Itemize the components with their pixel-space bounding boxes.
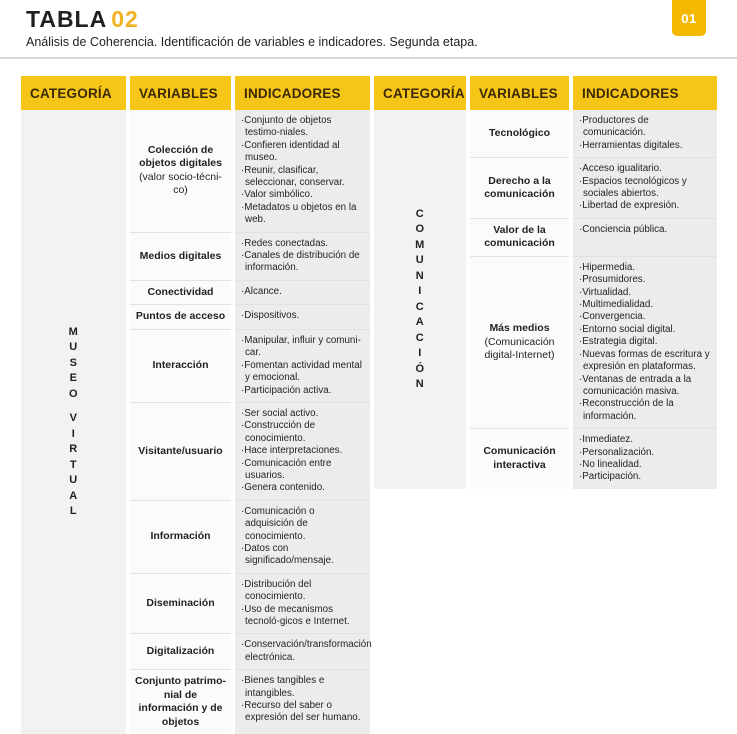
indicator-item: · Genera contenido. bbox=[241, 482, 365, 494]
title-block bbox=[26, 6, 139, 32]
indicator-item: · Valor simbólico. bbox=[241, 189, 365, 201]
indicator-item: · Espacios tecnológicos y sociales abiertos. bbox=[579, 176, 712, 201]
table-row bbox=[130, 633, 370, 669]
column-header-indicadores: INDICADORES bbox=[235, 76, 370, 110]
table-header-row bbox=[21, 76, 370, 110]
table-row bbox=[130, 110, 370, 232]
variable-indicator-rows bbox=[130, 110, 370, 734]
indicator-item: · Entorno social digital. bbox=[579, 324, 712, 336]
indicator-item: · Acceso igualitario. bbox=[579, 163, 712, 175]
indicator-item: · Distribución del conocimiento. bbox=[241, 579, 365, 604]
variable-cell: Colección de objetos digitales (valor socio-técni-co) bbox=[130, 110, 231, 232]
indicator-item: · Herramientas digitales. bbox=[579, 140, 712, 152]
table-row bbox=[130, 232, 370, 280]
indicator-cell bbox=[573, 218, 717, 256]
indicator-item: · Conservación/transformación electrónica. bbox=[241, 639, 365, 664]
indicator-cell bbox=[235, 280, 370, 305]
table-comunicacion bbox=[374, 76, 717, 489]
category-cell-comunicacion bbox=[374, 110, 466, 489]
indicator-cell bbox=[235, 304, 370, 329]
table-row bbox=[130, 329, 370, 402]
indicator-item: · Alcance. bbox=[241, 286, 365, 298]
indicator-item: · Hace interpretaciones. bbox=[241, 445, 365, 457]
indicator-item: · Bienes tangibles e intangibles. bbox=[241, 675, 365, 700]
table-row bbox=[470, 428, 717, 489]
indicator-cell bbox=[573, 110, 717, 157]
indicator-item: · Recurso del saber o expresión del ser humano. bbox=[241, 700, 365, 725]
variable-cell: Más medios (Comunicación digital-Internet) bbox=[470, 256, 569, 428]
indicator-item: · Conciencia pública. bbox=[579, 224, 712, 236]
variable-cell: Puntos de acceso bbox=[130, 304, 231, 329]
table-row bbox=[470, 157, 717, 218]
table-row bbox=[130, 280, 370, 305]
table-row bbox=[130, 402, 370, 500]
header-divider bbox=[0, 57, 737, 59]
variable-cell: Información bbox=[130, 500, 231, 573]
variable-cell: Medios digitales bbox=[130, 232, 231, 280]
column-header-variables: VARIABLES bbox=[470, 76, 569, 110]
indicator-item: · Manipular, influir y comuni-car. bbox=[241, 335, 365, 360]
indicator-item: · Nuevas formas de escritura y expresión en plataformas. bbox=[579, 349, 712, 374]
indicator-item: · Personalización. bbox=[579, 447, 712, 459]
indicator-cell bbox=[235, 329, 370, 402]
category-cell-museo-virtual bbox=[21, 110, 126, 734]
table-row bbox=[130, 304, 370, 329]
indicator-item: · Reunir, clasificar, seleccionar, conservar. bbox=[241, 165, 365, 190]
variable-cell: Visitante/usuario bbox=[130, 402, 231, 500]
indicator-item: · Prosumidores. bbox=[579, 274, 712, 286]
column-header-indicadores: INDICADORES bbox=[573, 76, 717, 110]
indicator-item: · Fomentan actividad mental y emocional. bbox=[241, 360, 365, 385]
indicator-item: · Participación activa. bbox=[241, 385, 365, 397]
indicator-item: · Ventanas de entrada a la comunicación masiva. bbox=[579, 374, 712, 399]
page-subtitle: Análisis de Coherencia. Identificación de variables e indicadores. Segunda etapa. bbox=[26, 35, 478, 49]
indicator-item: · Ser social activo. bbox=[241, 408, 365, 420]
indicator-item: · Comunicación entre usuarios. bbox=[241, 458, 365, 483]
indicator-item: · Hipermedia. bbox=[579, 262, 712, 274]
title-number: 02 bbox=[111, 6, 139, 32]
table-row bbox=[470, 218, 717, 256]
indicator-item: · Confieren identidad al museo. bbox=[241, 140, 365, 165]
indicator-item: · Productores de comunicación. bbox=[579, 115, 712, 140]
indicator-item: · Canales de distribución de información. bbox=[241, 250, 365, 275]
variable-cell: Conectividad bbox=[130, 280, 231, 305]
indicator-cell bbox=[235, 669, 370, 734]
indicator-item: · Dispositivos. bbox=[241, 310, 365, 322]
indicator-cell bbox=[573, 428, 717, 489]
indicator-item: · Datos con significado/mensaje. bbox=[241, 543, 365, 568]
indicator-cell bbox=[235, 573, 370, 634]
variable-cell: Conjunto patrimo-nial de información y de objetos bbox=[130, 669, 231, 734]
variable-cell: Derecho a la comunicación bbox=[470, 157, 569, 218]
indicator-cell bbox=[235, 633, 370, 669]
table-row bbox=[470, 256, 717, 428]
indicator-item: · Metadatos u objetos en la web. bbox=[241, 202, 365, 227]
page-title bbox=[26, 6, 139, 32]
indicator-item: · Uso de mecanismos tecnoló-gicos e Internet. bbox=[241, 604, 365, 629]
table-row bbox=[470, 110, 717, 157]
variable-cell: Comunicación interactiva bbox=[470, 428, 569, 489]
variable-cell: Interacción bbox=[130, 329, 231, 402]
table-header-row bbox=[374, 76, 717, 110]
variable-cell: Digitalización bbox=[130, 633, 231, 669]
indicator-cell bbox=[235, 110, 370, 232]
page-number-badge: 01 bbox=[672, 0, 706, 36]
variable-indicator-rows bbox=[470, 110, 717, 489]
table-body bbox=[21, 110, 370, 734]
table-row bbox=[130, 669, 370, 734]
variable-cell: Valor de la comunicación bbox=[470, 218, 569, 256]
indicator-item: · Redes conectadas. bbox=[241, 238, 365, 250]
indicator-item: · Estrategia digital. bbox=[579, 336, 712, 348]
indicator-cell bbox=[235, 500, 370, 573]
table-museo-virtual bbox=[21, 76, 370, 734]
category-vertical-label: M U S E O V I R T U A L bbox=[68, 325, 79, 517]
indicator-item: · Reconstrucción de la información. bbox=[579, 398, 712, 423]
indicator-item: · Construcción de conocimiento. bbox=[241, 420, 365, 445]
indicator-cell bbox=[235, 402, 370, 500]
indicator-item: · Multimedialidad. bbox=[579, 299, 712, 311]
indicator-item: · Virtualidad. bbox=[579, 287, 712, 299]
title-word: TABLA bbox=[26, 6, 108, 32]
indicator-item: · No linealidad. bbox=[579, 459, 712, 471]
indicator-item: · Inmediatez. bbox=[579, 434, 712, 446]
indicator-item: · Conjunto de objetos testimo-niales. bbox=[241, 115, 365, 140]
variable-cell: Tecnológico bbox=[470, 110, 569, 157]
category-vertical-label: C O M U N I C A C I Ó N bbox=[415, 207, 425, 390]
page-header bbox=[0, 0, 737, 60]
indicator-cell bbox=[573, 157, 717, 218]
indicator-cell bbox=[573, 256, 717, 428]
column-header-categoria: CATEGORÍA bbox=[374, 76, 466, 110]
indicator-item: · Libertad de expresión. bbox=[579, 200, 712, 212]
indicator-item: · Convergencia. bbox=[579, 311, 712, 323]
column-header-variables: VARIABLES bbox=[130, 76, 231, 110]
indicator-item: · Comunicación o adquisición de conocimiento. bbox=[241, 506, 365, 543]
column-header-categoria: CATEGORÍA bbox=[21, 76, 126, 110]
table-row bbox=[130, 500, 370, 573]
indicator-item: · Participación. bbox=[579, 471, 712, 483]
table-body bbox=[374, 110, 717, 489]
indicator-cell bbox=[235, 232, 370, 280]
table-row bbox=[130, 573, 370, 634]
variable-cell: Diseminación bbox=[130, 573, 231, 634]
